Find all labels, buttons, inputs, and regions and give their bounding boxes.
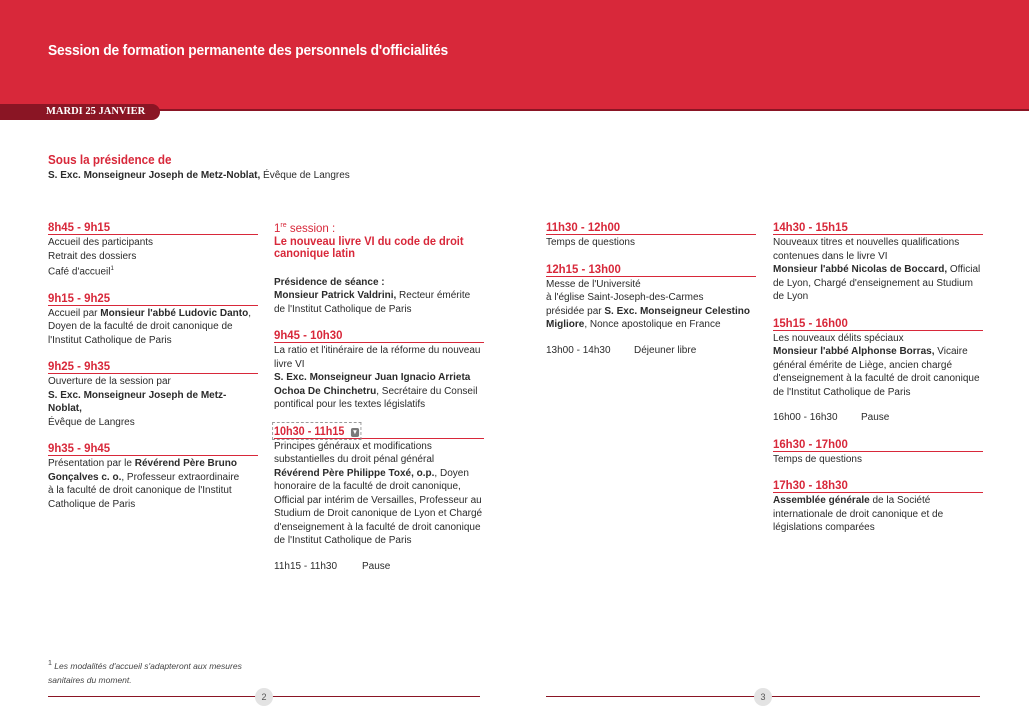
time-slot: 17h30 - 18h30	[773, 478, 983, 493]
item-text: Doyen de la faculté de droit canonique de	[48, 321, 233, 333]
lunch-label: Déjeuner libre	[634, 344, 697, 356]
item-text: S. Exc. Monseigneur Juan Ignacio Arrieta Ochoa De Chinchetru, Secrétaire du Conseil pontifical pour les textes législatifs	[274, 372, 478, 411]
presidence-role: Évêque de Langres	[260, 170, 350, 181]
pause-row	[274, 560, 484, 574]
time-slot: 9h15 - 9h25	[48, 291, 258, 306]
speaker-name: Monsieur l'abbé Nicolas de Boccard,	[773, 264, 948, 275]
session-title: Le nouveau livre VI du code de droit canonique latin	[274, 233, 464, 261]
item-text: Révérend Père Philippe Toxé, o.p., Doyen honoraire de la faculté de droit canonique, Official par intérim de Versailles, Professeur au Studium de Droit canonique de Lyon et Chargé d'enseignement à la faculté de droit canonique de l'Institut Catholique de Paris	[274, 467, 483, 547]
item-text: Monsieur l'abbé Alphonse Borras, Vicaire général émérite de Liège, ancien chargé d'enseignement à la faculté de droit canonique de l'Institut Catholique de Paris	[773, 346, 980, 398]
lunch-time: 13h00 - 14h30	[546, 344, 611, 356]
schedule-item	[274, 424, 484, 548]
item-text: La ratio et l'itinéraire de la réforme du nouveau livre VI	[274, 345, 481, 370]
schedule-item	[773, 316, 983, 400]
day-badge: MARDI 25 JANVIER	[0, 104, 160, 120]
pause-label: Pause	[362, 560, 391, 572]
time-slot: 8h45 - 9h15	[48, 220, 258, 235]
schedule-item	[48, 291, 258, 348]
time-slot-selected[interactable]: 10h30 - 11h15 ▾	[274, 424, 360, 438]
item-text: Monsieur l'abbé Nicolas de Boccard, Official de Lyon, Chargé d'enseignement au Studium de Lyon	[773, 264, 981, 302]
item-text: Nouveaux titres et nouvelles qualifications contenues dans le livre VI	[773, 237, 960, 262]
item-text: Accueil par Monsieur l'abbé Ludovic Danto,	[48, 307, 251, 319]
item-text: Gonçalves c. o., Professeur extraordinaire	[48, 471, 240, 483]
presidence-heading: Sous la présidence de	[48, 152, 172, 167]
item-text: Café d'accueil$^1$	[48, 266, 114, 278]
item-text: Messe de l'Université	[546, 278, 641, 290]
item-text: Présentation par le Révérend Père Bruno	[48, 458, 237, 470]
item-text: à la faculté de droit canonique de l'Institut	[48, 485, 232, 497]
pause-row	[773, 411, 983, 425]
item-text: Accueil des participants	[48, 237, 154, 248]
item-text: Monsieur Patrick Valdrini, Recteur émérite de l'Institut Catholique de Paris	[274, 290, 471, 315]
item-text: Temps de questions	[546, 237, 635, 248]
lunch-row	[546, 344, 756, 358]
session-label: 1re session :	[274, 222, 336, 235]
schedule-item	[546, 220, 756, 250]
schedule-item	[773, 478, 983, 535]
document-title: Session de formation permanente des personnels d'officialités	[48, 42, 449, 59]
header-banner	[0, 0, 1029, 110]
item-text: Retrait des dossiers	[48, 250, 137, 262]
speaker-name: S. Exc. Monseigneur Celestino Migliore	[546, 305, 750, 330]
speaker-name: S. Exc. Monseigneur Juan Ignacio Arrieta Ochoa De Chinchetru	[274, 372, 471, 397]
item-text: Évêque de Langres	[48, 416, 135, 428]
time-slot: 12h15 - 13h00	[546, 262, 756, 277]
speaker-name: Monsieur l'abbé Ludovic Danto	[100, 307, 249, 319]
item-text: à l'église Saint-Joseph-des-Carmes	[546, 292, 704, 303]
pause-time: 11h15 - 11h30	[274, 560, 338, 572]
time-slot: 11h30 - 12h00	[546, 220, 756, 235]
schedule-column-1	[48, 220, 258, 523]
item-text: Temps de questions	[773, 453, 862, 465]
speaker-name: Révérend Père Bruno	[134, 458, 237, 470]
schedule-column-4	[773, 220, 983, 547]
item-text: Catholique de Paris	[48, 498, 136, 510]
schedule-item	[546, 262, 756, 332]
schedule-item	[773, 437, 983, 467]
speaker-name: Assemblée générale	[773, 495, 870, 506]
schedule-item	[274, 328, 484, 412]
page-number-right: 3	[754, 688, 772, 706]
time-slot	[274, 424, 484, 439]
time-slot: 9h35 - 9h45	[48, 441, 258, 456]
chevron-down-icon[interactable]: ▾	[351, 428, 359, 437]
item-text: l'Institut Catholique de Paris	[48, 334, 172, 346]
session-chair	[274, 276, 484, 317]
item-text: Ouverture de la session par	[48, 376, 171, 388]
time-slot: 9h25 - 9h35	[48, 359, 258, 374]
schedule-item	[48, 359, 258, 429]
footnote-ref: 1	[110, 266, 114, 272]
item-text: présidée par S. Exc. Monseigneur Celestino Migliore, Nonce apostolique en France	[546, 305, 750, 330]
schedule-item	[773, 220, 983, 304]
time-slot: 14h30 - 15h15	[773, 220, 983, 235]
presidence-name: S. Exc. Monseigneur Joseph de Metz-Noblat,	[48, 170, 261, 181]
schedule-column-3	[546, 220, 756, 357]
footnote: $^1$ Les modalités d'accueil s'adapteront aux mesures sanitaires du moment.	[48, 659, 242, 685]
speaker-name: Gonçalves c. o.	[48, 471, 122, 483]
item-text: Les nouveaux délits spéciaux	[773, 332, 904, 344]
pause-label: Pause	[861, 412, 890, 423]
schedule-column-2	[274, 220, 484, 573]
item-text: Principes généraux et modifications substantielles du droit pénal général	[274, 440, 435, 466]
time-slot: 9h45 - 10h30	[274, 328, 484, 343]
speaker-name: Révérend Père Philippe Toxé, o.p.	[274, 467, 435, 479]
page-number-left: 2	[255, 688, 273, 706]
presidence-section	[48, 152, 448, 181]
speaker-name: Monsieur Patrick Valdrini,	[274, 290, 397, 302]
time-slot: 16h30 - 17h00	[773, 437, 983, 452]
item-text: Assemblée générale de la Société internationale de droit canonique et de législations comparées	[773, 495, 944, 533]
presidence-line	[48, 170, 448, 181]
time-slot: 15h15 - 16h00	[773, 316, 983, 331]
chair-label: Présidence de séance :	[274, 276, 385, 288]
schedule-item	[48, 220, 258, 279]
speaker-name: S. Exc. Monseigneur Joseph de Metz-Noblat,	[48, 389, 227, 415]
speaker-name: Monsieur l'abbé Alphonse Borras,	[773, 346, 935, 357]
pause-time: 16h00 - 16h30	[773, 412, 838, 423]
schedule-item	[48, 441, 258, 511]
